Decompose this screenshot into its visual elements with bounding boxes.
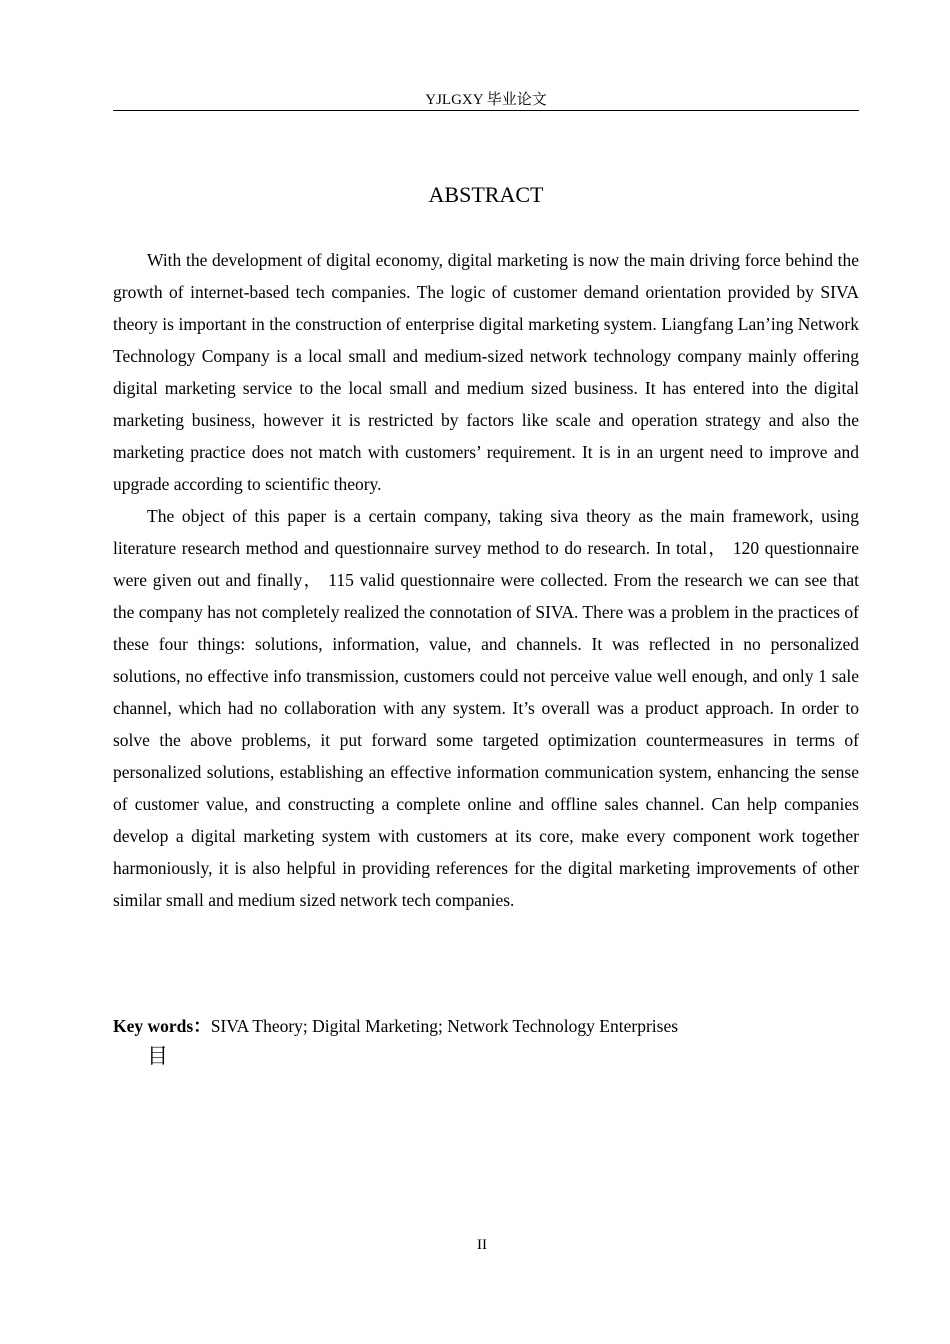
abstract-paragraph-2: The object of this paper is a certain company, taking siva theory as the main framework, using literature research method and questionnaire survey method to do research. In total， 120 questionnaire were given out and finally， 115 valid questionnaire were collected. From the research we can see that the company has not completely realized the connotation of SIVA. There was a problem in the practices of these four things: solutions, information, value, and channels. It was reflected in no personalized solutions, no effective info transmission, customers could not perceive value well enough, and only 1 sale channel, which had no collaboration with any system. It’s overall was a product approach. In order to solve the above problems, it put forward some targeted optimization countermeasures in terms of personalized solutions, establishing an effective information communication system, enhancing the sense of customer value, and constructing a complete online and offline sales channel. Can help companies develop a digital marketing system with customers at its core, make every component work together harmoniously, it is also helpful in providing references for the digital marketing improvements of other similar small and medium sized network tech companies. xyxy=(113,506,859,910)
page-number: II xyxy=(477,1237,487,1253)
keywords-value: SIVA Theory; Digital Marketing; Network Technology Enterprises xyxy=(210,1016,679,1036)
running-header: YJLGXY 毕业论文 xyxy=(425,92,547,108)
abstract-title: ABSTRACT xyxy=(428,182,544,207)
abstract-paragraph-1: With the development of digital economy, digital marketing is now the main driving force behind the growth of internet-based tech companies. The logic of customer demand orientation provided by SIVA theory is important in the construction of enterprise digital marketing system. Liangfang Lan’ing Network Technology Company is a local small and medium-sized network technology company mainly offering digital marketing service to the local small and medium sized business. It has entered into the digital marketing business, however it is restricted by factors like scale and operation strategy and also the marketing practice does not match with customers’ requirement. It is in an urgent need to improve and upgrade according to scientific theory. xyxy=(113,250,859,494)
stray-heading-char: 目 xyxy=(147,1044,168,1068)
keywords-label: Key words： xyxy=(113,1016,211,1036)
header-rule xyxy=(113,110,859,111)
keywords-line xyxy=(113,1011,859,1041)
abstract-body xyxy=(113,244,859,916)
